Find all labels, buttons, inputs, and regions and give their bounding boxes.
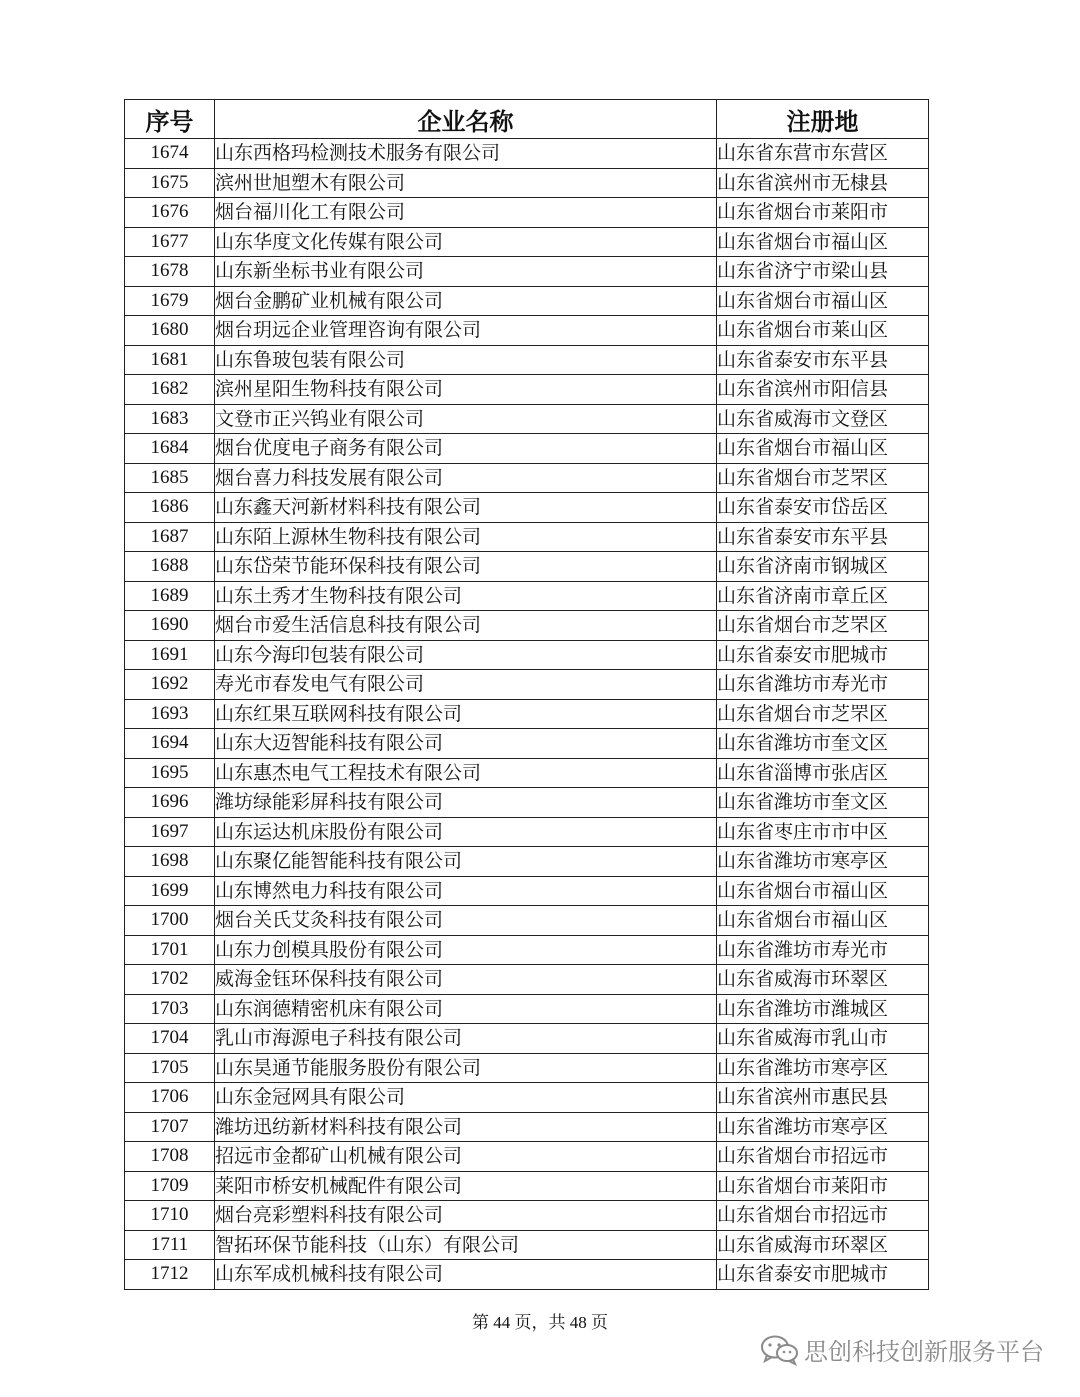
table-row [125,994,929,1024]
cell-registered-place: 山东省泰安市东平县 [717,522,929,552]
cell-company-name: 山东昊通节能服务股份有限公司 [215,1053,717,1083]
cell-company-name: 文登市正兴钨业有限公司 [215,404,717,434]
cell-registered-place: 山东省威海市环翠区 [717,965,929,995]
cell-serial: 1684 [125,434,215,464]
table-row [125,1201,929,1231]
cell-serial: 1704 [125,1024,215,1054]
cell-company-name: 智拓环保节能科技（山东）有限公司 [215,1230,717,1260]
cell-serial: 1675 [125,168,215,198]
cell-registered-place: 山东省潍坊市寿光市 [717,935,929,965]
table-row [125,286,929,316]
cell-registered-place: 山东省潍坊市奎文区 [717,788,929,818]
cell-registered-place: 山东省烟台市莱阳市 [717,198,929,228]
cell-serial: 1680 [125,316,215,346]
watermark [760,1332,1044,1367]
table-row [125,817,929,847]
cell-company-name: 山东博然电力科技有限公司 [215,876,717,906]
cell-serial: 1703 [125,994,215,1024]
table-row [125,581,929,611]
table-row [125,847,929,877]
cell-company-name: 威海金钰环保科技有限公司 [215,965,717,995]
cell-registered-place: 山东省烟台市福山区 [717,876,929,906]
cell-registered-place: 山东省烟台市芝罘区 [717,699,929,729]
cell-serial: 1677 [125,227,215,257]
cell-registered-place: 山东省泰安市东平县 [717,345,929,375]
table-row [125,1053,929,1083]
cell-company-name: 山东土秀才生物科技有限公司 [215,581,717,611]
header-registered-place: 注册地 [717,100,929,139]
table-row [125,198,929,228]
table-row [125,965,929,995]
cell-company-name: 烟台关氏艾灸科技有限公司 [215,906,717,936]
table-row [125,1024,929,1054]
watermark-text: 思创科技创新服务平台 [804,1338,1044,1366]
cell-registered-place: 山东省滨州市惠民县 [717,1083,929,1113]
cell-serial: 1688 [125,552,215,582]
cell-company-name: 山东润德精密机床有限公司 [215,994,717,1024]
cell-serial: 1700 [125,906,215,936]
cell-company-name: 山东大迈智能科技有限公司 [215,729,717,759]
table-row [125,1142,929,1172]
cell-serial: 1693 [125,699,215,729]
cell-registered-place: 山东省泰安市肥城市 [717,640,929,670]
cell-serial: 1710 [125,1201,215,1231]
table-row [125,316,929,346]
cell-company-name: 寿光市春发电气有限公司 [215,670,717,700]
table-row [125,640,929,670]
cell-company-name: 滨州星阳生物科技有限公司 [215,375,717,405]
cell-registered-place: 山东省烟台市福山区 [717,286,929,316]
table-row [125,404,929,434]
cell-serial: 1702 [125,965,215,995]
cell-registered-place: 山东省威海市文登区 [717,404,929,434]
cell-company-name: 烟台优度电子商务有限公司 [215,434,717,464]
cell-registered-place: 山东省济宁市梁山县 [717,257,929,287]
cell-company-name: 烟台金鹏矿业机械有限公司 [215,286,717,316]
cell-company-name: 山东惠杰电气工程技术有限公司 [215,758,717,788]
cell-serial: 1705 [125,1053,215,1083]
cell-serial: 1698 [125,847,215,877]
cell-company-name: 山东红果互联网科技有限公司 [215,699,717,729]
cell-company-name: 山东力创模具股份有限公司 [215,935,717,965]
cell-registered-place: 山东省潍坊市寿光市 [717,670,929,700]
cell-serial: 1699 [125,876,215,906]
table-body [125,139,929,1290]
cell-company-name: 山东金冠网具有限公司 [215,1083,717,1113]
cell-company-name: 山东军成机械科技有限公司 [215,1260,717,1290]
cell-company-name: 山东运达机床股份有限公司 [215,817,717,847]
page-number: 第 44 页，共 48 页 [472,1313,608,1332]
cell-serial: 1687 [125,522,215,552]
cell-company-name: 烟台喜力科技发展有限公司 [215,463,717,493]
table-row [125,552,929,582]
cell-company-name: 山东西格玛检测技术服务有限公司 [215,139,717,169]
cell-serial: 1678 [125,257,215,287]
table-row [125,522,929,552]
cell-serial: 1691 [125,640,215,670]
cell-registered-place: 山东省烟台市芝罘区 [717,463,929,493]
cell-serial: 1679 [125,286,215,316]
cell-company-name: 乳山市海源电子科技有限公司 [215,1024,717,1054]
table-row [125,670,929,700]
cell-registered-place: 山东省烟台市招远市 [717,1201,929,1231]
cell-company-name: 招远市金都矿山机械有限公司 [215,1142,717,1172]
cell-registered-place: 山东省威海市环翠区 [717,1230,929,1260]
cell-registered-place: 山东省威海市乳山市 [717,1024,929,1054]
table-row [125,906,929,936]
cell-company-name: 山东新坐标书业有限公司 [215,257,717,287]
cell-company-name: 山东岱荣节能环保科技有限公司 [215,552,717,582]
cell-registered-place: 山东省枣庄市市中区 [717,817,929,847]
table-header-row [125,100,929,139]
cell-serial: 1707 [125,1112,215,1142]
table-row [125,1083,929,1113]
cell-serial: 1695 [125,758,215,788]
cell-serial: 1686 [125,493,215,523]
table-row [125,434,929,464]
cell-registered-place: 山东省烟台市福山区 [717,434,929,464]
cell-company-name: 山东华度文化传媒有限公司 [215,227,717,257]
cell-registered-place: 山东省潍坊市奎文区 [717,729,929,759]
cell-serial: 1683 [125,404,215,434]
cell-serial: 1690 [125,611,215,641]
cell-serial: 1711 [125,1230,215,1260]
table-row [125,139,929,169]
cell-company-name: 烟台市爱生活信息科技有限公司 [215,611,717,641]
table-row [125,729,929,759]
table-row [125,375,929,405]
cell-registered-place: 山东省淄博市张店区 [717,758,929,788]
table-row [125,1112,929,1142]
cell-registered-place: 山东省烟台市莱阳市 [717,1171,929,1201]
cell-company-name: 烟台玥远企业管理咨询有限公司 [215,316,717,346]
cell-serial: 1709 [125,1171,215,1201]
cell-registered-place: 山东省滨州市无棣县 [717,168,929,198]
cell-registered-place: 山东省济南市钢城区 [717,552,929,582]
cell-company-name: 潍坊绿能彩屏科技有限公司 [215,788,717,818]
cell-registered-place: 山东省潍坊市寒亭区 [717,1112,929,1142]
table-row [125,463,929,493]
cell-company-name: 莱阳市桥安机械配件有限公司 [215,1171,717,1201]
table-row [125,788,929,818]
table-row [125,1260,929,1290]
cell-serial: 1697 [125,817,215,847]
cell-company-name: 潍坊迅纺新材料科技有限公司 [215,1112,717,1142]
table-row [125,699,929,729]
cell-registered-place: 山东省烟台市芝罘区 [717,611,929,641]
cell-serial: 1712 [125,1260,215,1290]
wechat-icon [760,1334,800,1366]
cell-serial: 1706 [125,1083,215,1113]
cell-serial: 1694 [125,729,215,759]
table-row [125,168,929,198]
table-row [125,345,929,375]
cell-company-name: 烟台亮彩塑料科技有限公司 [215,1201,717,1231]
header-company-name: 企业名称 [215,100,717,139]
cell-serial: 1708 [125,1142,215,1172]
table-row [125,1171,929,1201]
cell-registered-place: 山东省潍坊市寒亭区 [717,847,929,877]
cell-registered-place: 山东省烟台市福山区 [717,906,929,936]
cell-registered-place: 山东省烟台市福山区 [717,227,929,257]
cell-company-name: 山东陌上源林生物科技有限公司 [215,522,717,552]
table-row [125,876,929,906]
cell-serial: 1681 [125,345,215,375]
table-row [125,1230,929,1260]
cell-serial: 1701 [125,935,215,965]
table-row [125,493,929,523]
table-row [125,257,929,287]
table-row [125,758,929,788]
header-serial: 序号 [125,100,215,139]
table-row [125,227,929,257]
cell-registered-place: 山东省烟台市莱山区 [717,316,929,346]
cell-registered-place: 山东省泰安市肥城市 [717,1260,929,1290]
cell-serial: 1696 [125,788,215,818]
cell-company-name: 山东鲁玻包装有限公司 [215,345,717,375]
cell-registered-place: 山东省济南市章丘区 [717,581,929,611]
cell-registered-place: 山东省滨州市阳信县 [717,375,929,405]
table-row [125,935,929,965]
cell-serial: 1682 [125,375,215,405]
cell-registered-place: 山东省潍坊市寒亭区 [717,1053,929,1083]
cell-company-name: 山东鑫天河新材料科技有限公司 [215,493,717,523]
cell-registered-place: 山东省烟台市招远市 [717,1142,929,1172]
cell-company-name: 烟台福川化工有限公司 [215,198,717,228]
cell-company-name: 山东今海印包装有限公司 [215,640,717,670]
cell-registered-place: 山东省潍坊市潍城区 [717,994,929,1024]
cell-serial: 1692 [125,670,215,700]
cell-serial: 1674 [125,139,215,169]
cell-registered-place: 山东省泰安市岱岳区 [717,493,929,523]
cell-registered-place: 山东省东营市东营区 [717,139,929,169]
cell-serial: 1689 [125,581,215,611]
cell-serial: 1685 [125,463,215,493]
cell-company-name: 滨州世旭塑木有限公司 [215,168,717,198]
table-row [125,611,929,641]
cell-company-name: 山东聚亿能智能科技有限公司 [215,847,717,877]
company-table [124,99,929,1290]
cell-serial: 1676 [125,198,215,228]
